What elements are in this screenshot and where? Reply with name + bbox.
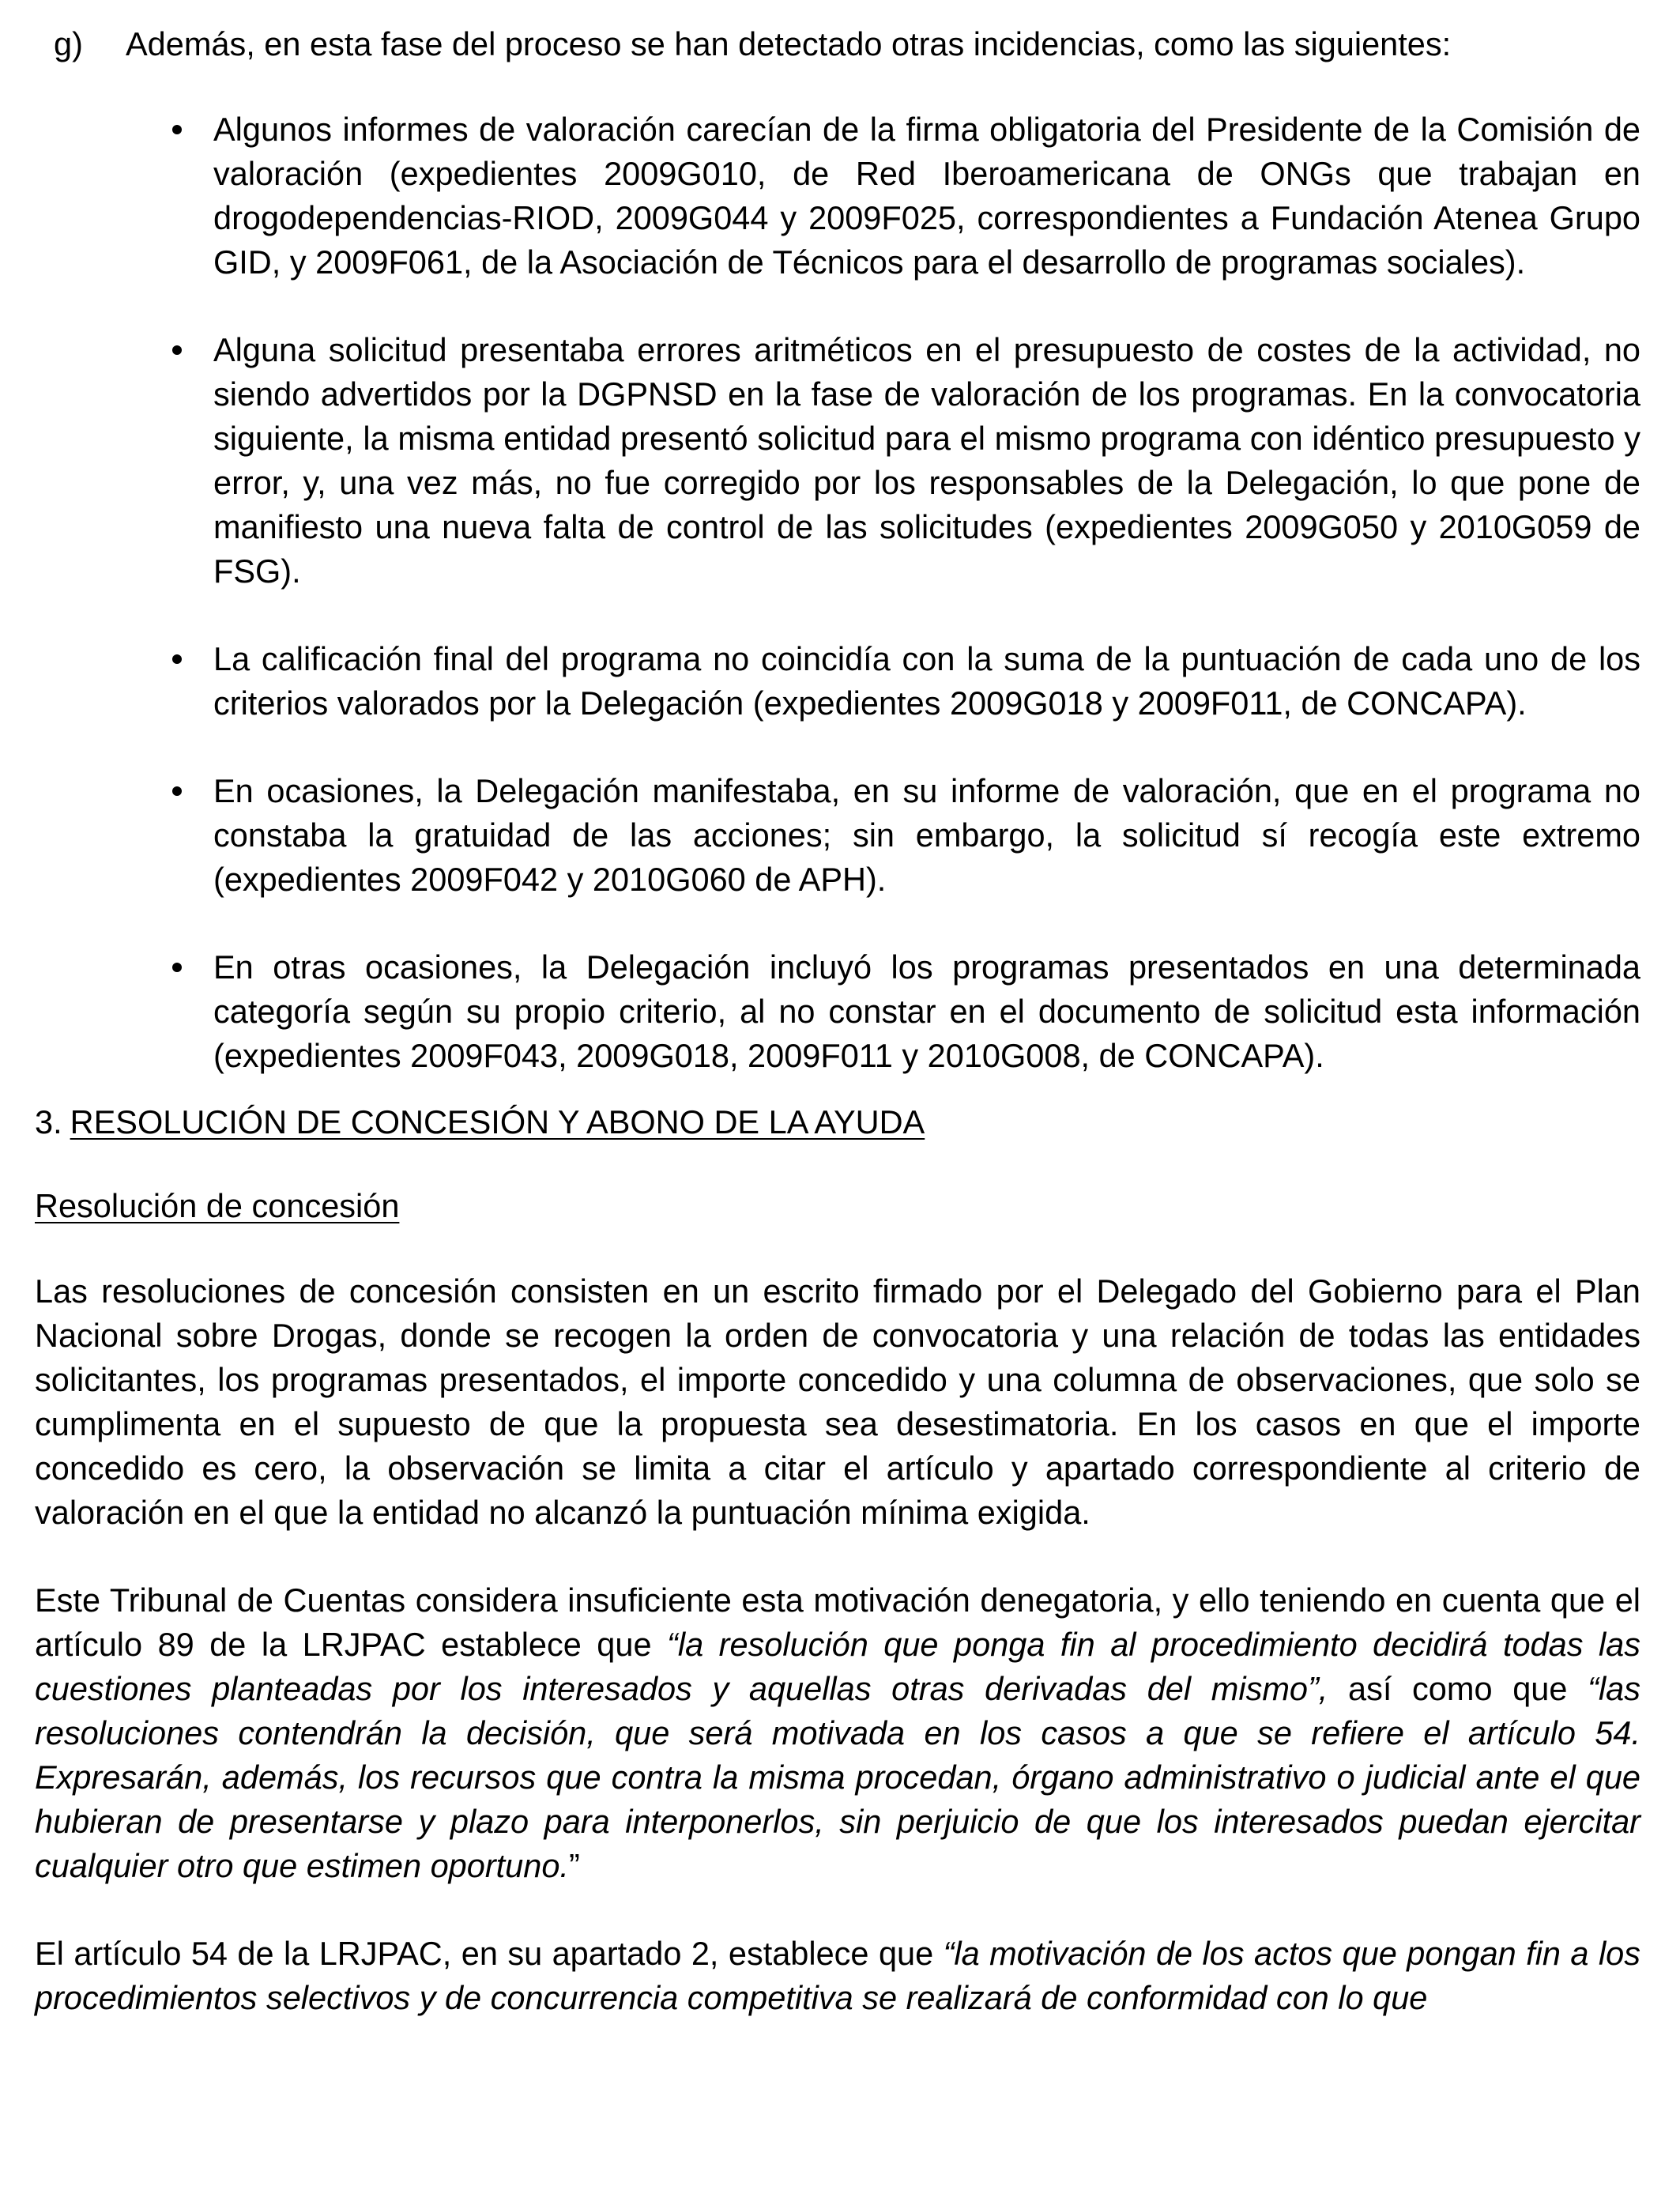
list-item [213, 328, 1640, 594]
section-title: RESOLUCIÓN DE CONCESIÓN Y ABONO DE LA AYUDA [70, 1103, 925, 1140]
list-item-text: Alguna solicitud presentaba errores aritméticos en el presupuesto de costes de la actividad, no siendo advertidos por la DGPNSD en la fase de valoración de los programas. En la convocatoria siguiente, la misma entidad presentó solicitud para el mismo programa con idéntico presupuesto y error, y, una vez más, no fue corregido por los responsables de la Delegación, lo que pone de manifiesto una nueva falta de control de las solicitudes (expedientes 2009G050 y 2010G059 de FSG). [213, 331, 1640, 590]
paragraph-text: así como que [1328, 1670, 1588, 1707]
subheading [35, 1184, 1640, 1228]
section-heading [35, 1100, 1640, 1144]
paragraph-text: El artículo 54 de la LRJPAC, en su apartado 2, establece que [35, 1935, 944, 1972]
document-page [35, 22, 1640, 2020]
list-item-text: En ocasiones, la Delegación manifestaba, en su informe de valoración, que en el programa no constaba la gratuidad de las acciones; sin embargo, la solicitud sí recogía este extremo (expedientes 2009F042 y 2010G060 de APH). [213, 772, 1640, 898]
bullet-icon [172, 125, 182, 134]
list-item [213, 945, 1640, 1078]
list-item [213, 107, 1640, 285]
paragraph-articulo-54 [35, 1932, 1640, 2020]
list-item [213, 769, 1640, 902]
list-item-text: La calificación final del programa no coincidía con la suma de la puntuación de cada uno de los criterios valorados por la Delegación (expedientes 2009G018 y 2009F011, de CONCAPA). [213, 640, 1640, 722]
list-item-text: En otras ocasiones, la Delegación incluyó los programas presentados en una determinada categoría según su propio criterio, al no constar en el documento de solicitud esta información (expedientes 2009F043, 2009G018, 2009F011 y 2010G008, de CONCAPA). [213, 948, 1640, 1074]
section-number: 3. [35, 1103, 62, 1140]
paragraph-tribunal [35, 1578, 1640, 1888]
list-item [213, 637, 1640, 726]
bullet-icon [172, 963, 182, 972]
bullet-icon [172, 786, 182, 796]
paragraph-text: Este Tribunal de Cuentas considera insuficiente esta motivación denegatoria, y ello teniendo en cuenta que el artículo 89 de la LRJPAC establece que [35, 1581, 1640, 1663]
quotation: “las resoluciones contendrán la decisión, que será motivada en los casos a que se refiere el artículo 54. Expresarán, además, los recursos que contra la misma procedan, órgano administrativo o judicial ante el que hubieran de presentarse y plazo para interponerlos, sin perjuicio de que los interesados puedan ejercitar cualquier otro que estimen oportuno. [35, 1670, 1641, 1884]
quotation: “la resolución que ponga fin al procedimiento decidirá todas las cuestiones planteadas por los interesados y aquellas otras derivadas del mismo”, [35, 1626, 1640, 1707]
subheading-text: Resolución de concesión [35, 1187, 400, 1224]
intro-item [35, 22, 1640, 66]
quotation: “la motivación de los actos que pongan fin a los procedimientos selectivos y de concurrencia competitiva se realizará de conformidad con lo que [35, 1935, 1640, 2016]
closing-quote: ” [568, 1847, 580, 1884]
list-item-text: Algunos informes de valoración carecían de la firma obligatoria del Presidente de la Comisión de valoración (expedientes 2009G010, de Red Iberoamericana de ONGs que trabajan en drogodependencias-RIOD, 2009G044 y 2009F025, correspondientes a Fundación Atenea Grupo GID, y 2009F061, de la Asociación de Técnicos para el desarrollo de programas sociales). [213, 111, 1640, 281]
intro-text: Además, en esta fase del proceso se han detectado otras incidencias, como las siguientes: [126, 25, 1452, 62]
item-label: g) [54, 25, 83, 62]
paragraph-resoluciones: Las resoluciones de concesión consisten en un escrito firmado por el Delegado del Gobierno para el Plan Nacional sobre Drogas, donde se recogen la orden de convocatoria y una relación de todas las entidades solicitantes, los programas presentados, el importe concedido y una columna de observaciones, que solo se cumplimenta en el supuesto de que la propuesta sea desestimatoria. En los casos en que el importe concedido es cero, la observación se limita a citar el artículo y apartado correspondiente al criterio de valoración en el que la entidad no alcanzó la puntuación mínima exigida. [35, 1272, 1640, 1531]
bullet-icon [172, 345, 182, 355]
incidents-list [35, 107, 1640, 1078]
bullet-icon [172, 654, 182, 664]
